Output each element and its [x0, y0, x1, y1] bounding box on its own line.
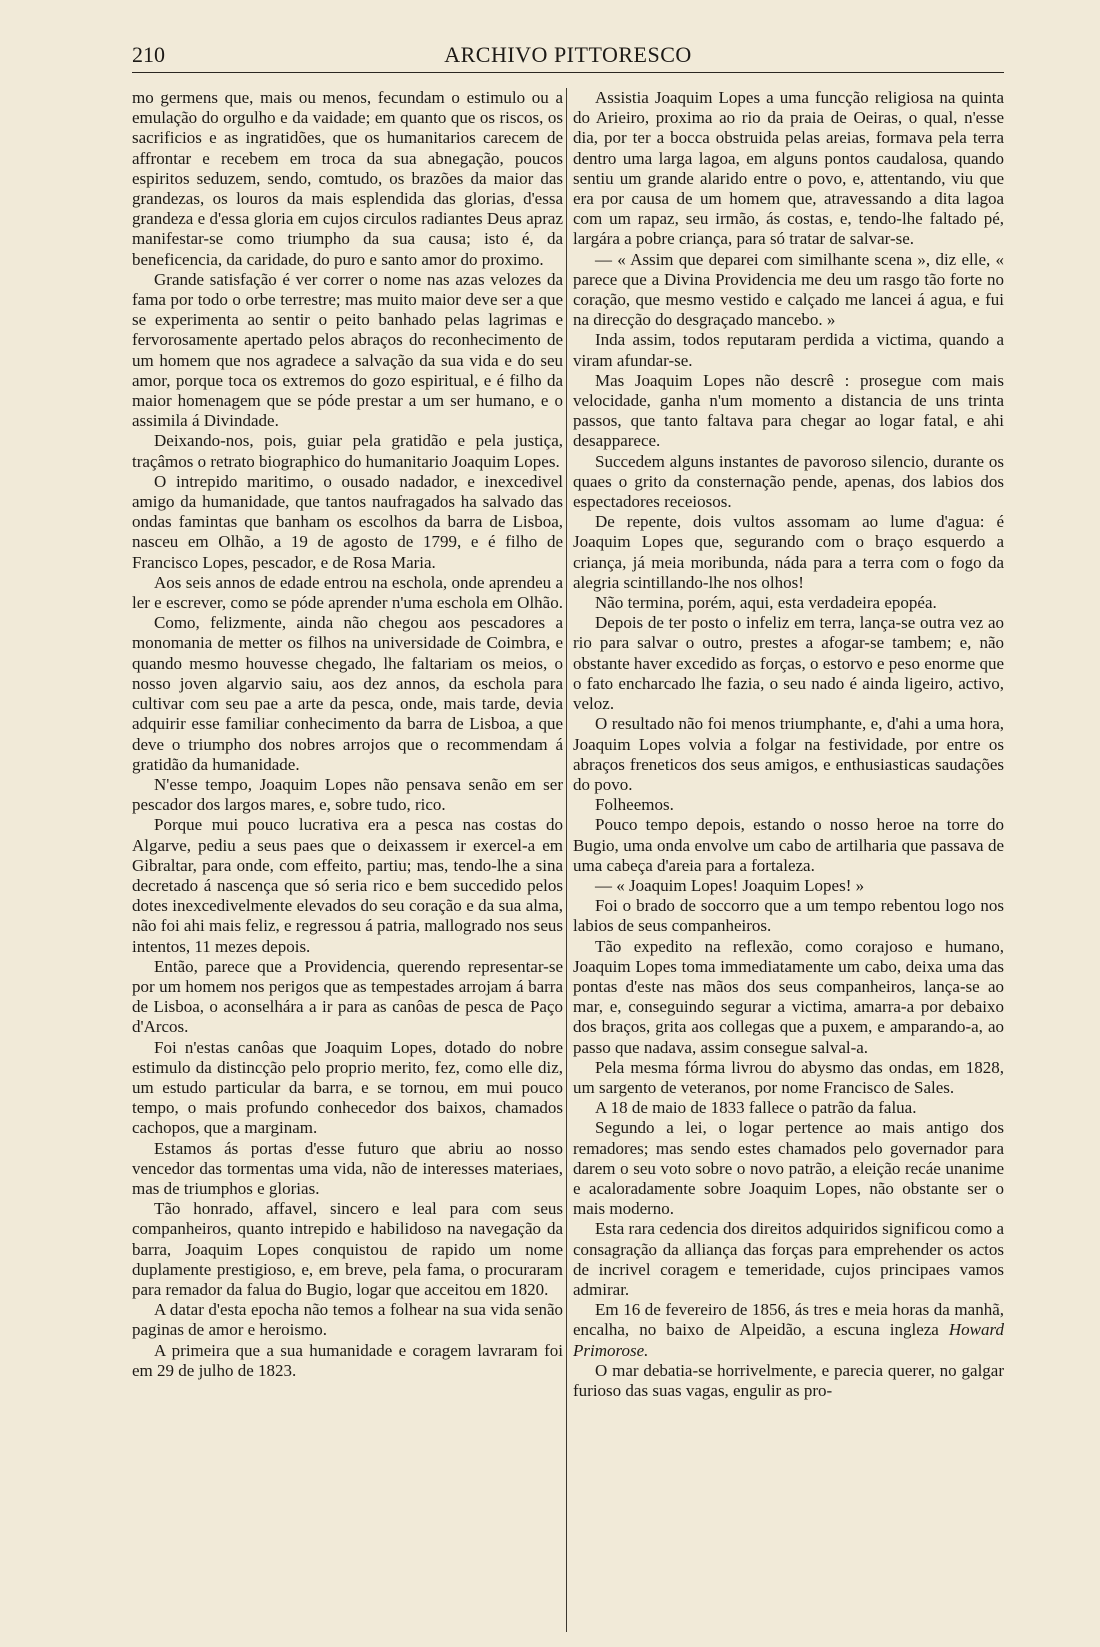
paragraph: O resultado não foi menos triumphante, e, d'ahi a uma hora, Joaquim Lopes volvia a folgar na festividade, por entre os abraços freneticos dos seus amigos, e enthusiasticas saudações do povo.: [573, 714, 1004, 794]
paragraph: Foi o brado de soccorro que a um tempo rebentou logo nos labios de seus companheiros.: [573, 896, 1004, 936]
paragraph: Foi n'estas canôas que Joaquim Lopes, dotado do nobre estimulo da distincção pelo proprio merito, fez, como elle diz, um estudo particular da barra, e se tornou, em mui pouco tempo, o mais profundo conhecedor dos baixos, chamados cachopos, que a marginam.: [132, 1037, 563, 1138]
paragraph: Esta rara cedencia dos direitos adquiridos significou como a consagração da alliança das forças para emprehender os actos de incrivel coragem e temeridade, cujos principaes vamos admirar.: [573, 1219, 1004, 1299]
paragraph: Succedem alguns instantes de pavoroso silencio, durante os quaes o grito da consternação pende, apenas, dos labios dos espectadores receiosos.: [573, 451, 1004, 512]
paragraph-text: Em 16 de fevereiro de 1856, ás tres e meia horas da manhã, encalha, no baixo de Alpeidão, a escuna ingleza: [573, 1300, 1004, 1340]
paragraph: Mas Joaquim Lopes não descrê : prosegue com mais velocidade, ganha n'um momento a distancia de uns trinta passos, que tanto faltava para chegar ao logar fatal, e ahi desapparece.: [573, 370, 1004, 451]
paragraph: De repente, dois vultos assomam ao lume d'agua: é Joaquim Lopes que, segurando com o braço esquerdo a criança, já meia moribunda, náda para a terra com o fogo da alegria scintillando-lhe nos olhos!: [573, 512, 1004, 592]
paragraph: Tão honrado, affavel, sincero e leal para com seus companheiros, quanto intrepido e habilidoso na navegação da barra, Joaquim Lopes conquistou de rapido um nome duplamente prestigioso, e, em breve, pela fama, o procuraram para remador da falua do Bugio, logar que acceitou em 1820.: [132, 1199, 563, 1299]
paragraph: A datar d'esta epocha não temos a folhear na sua vida senão paginas de amor e heroismo.: [132, 1300, 563, 1340]
paragraph: Então, parece que a Providencia, querendo representar-se por um homem nos perigos que as tempestades arrojam á barra de Lisboa, o aconselhára a ir para as canôas de pesca de Paço d'Arcos.: [132, 956, 563, 1037]
paragraph: N'esse tempo, Joaquim Lopes não pensava senão em ser pescador dos largos mares, e, sobre tudo, rico.: [132, 774, 563, 815]
paragraph: O mar debatia-se horrivelmente, e parecia querer, no galgar furioso das suas vagas, engulir as pro-: [573, 1360, 1004, 1400]
paragraph: Grande satisfação é ver correr o nome nas azas velozes da fama por todo o orbe terrestre; mas muito maior deve ser a que se experimenta ao sentir o peito banhado pelas lagrimas e fervorosamente apertado pelos abraços do reconhecimento de um homem que nos agradece a salvação da sua vida e do seu amor, porque toca os extremos do gozo espiritual, e é filho da maior homenagem que se póde prestar a um ser humano, e o assimila á Divindade.: [132, 269, 563, 431]
column-divider: [566, 88, 567, 1632]
paragraph: Aos seis annos de edade entrou na eschola, onde aprendeu a ler e escrever, como se póde aprender n'uma eschola em Olhão.: [132, 572, 563, 613]
paragraph: Não termina, porém, aqui, esta verdadeira epopéa.: [595, 593, 937, 613]
paragraph: — « Joaquim Lopes! Joaquim Lopes! »: [595, 875, 865, 895]
right-column: [573, 88, 1004, 1632]
paragraph: Inda assim, todos reputaram perdida a victima, quando a viram afundar-se.: [573, 330, 1004, 370]
page-header: [132, 38, 1004, 73]
paragraph: A 18 de maio de 1833 fallece o patrão da falua.: [595, 1098, 917, 1118]
page-number: 210: [132, 42, 165, 67]
paragraph: Pela mesma fórma livrou do abysmo das ondas, em 1828, um sargento de veteranos, por nome Francisco de Sales.: [573, 1057, 1004, 1097]
paragraph: Segundo a lei, o logar pertence ao mais antigo dos remadores; mas sendo estes chamados pelo governador para darem o seu voto sobre o novo patrão, a eleição recáe unanime e acaloradamente sobre Joaquim Lopes, não obstante ser o mais moderno.: [573, 1118, 1004, 1219]
paragraph: Pouco tempo depois, estando o nosso heroe na torre do Bugio, uma onda envolve um cabo de artilharia que passava de uma cabeça d'areia para a fortaleza.: [573, 815, 1004, 875]
paragraph: O intrepido maritimo, o ousado nadador, e inexcedivel amigo da humanidade, que tantos naufragados ha salvado das ondas famintas que banham os escolhos da barra de Lisboa, nasceu em Olhão, a 19 de agosto de 1799, e é filho de Francisco Lopes, pescador, e de Rosa Maria.: [132, 471, 563, 572]
paragraph: Tão expedito na reflexão, como corajoso e humano, Joaquim Lopes toma immediatamente um cabo, deixa uma das pontas d'este nas mãos dos seus companheiros, lança-se ao mar, e, conseguindo segurar a victima, amarra-a por debaixo dos braços, grita aos collegas que a puxem, e amparando-a, ao passo que nadava, assim consegue salval-a.: [573, 936, 1004, 1057]
paragraph: Depois de ter posto o infeliz em terra, lança-se outra vez ao rio para salvar o outro, prestes a afogar-se tambem; e, não obstante haver excedido as forças, o estorvo e peso enorme que o fato encharcado lhe fazia, o seu nado é ainda ligeiro, activo, veloz.: [573, 613, 1004, 714]
running-title: ARCHIVO PITTORESCO: [444, 42, 692, 67]
paragraph: Porque mui pouco lucrativa era a pesca nas costas do Algarve, pediu a seus paes que o deixassem ir exercel-a em Gibraltar, para onde, com effeito, partiu; mas, tendo-lhe a sina decretado á nascença que só seria rico e bem succedido pelos dotes inexcedivelmente elevados do seu coração e da sua alma, não foi ahi mais feliz, e regressou á patria, mallogrado nos seus intentos, 11 mezes depois.: [132, 815, 563, 956]
ship-name: Howard Primorose.: [573, 1320, 1004, 1360]
paragraph: [573, 1300, 1004, 1361]
left-column: [132, 88, 563, 1632]
paragraph: A primeira que a sua humanidade e coragem lavraram foi em 29 de julho de 1823.: [132, 1340, 563, 1380]
paragraph: mo germens que, mais ou menos, fecundam o estimulo ou a emulação do orgulho e da vaidade; em quanto que os riscos, os sacrificios e as ingratidões, que os humanitarios carecem de affrontar e recebem em troca da sua abnegação, poucos espiritos seduzem, sendo, comtudo, os brazões da maior das grandezas, os louros da mais esplendida das glorias, d'essa grandeza e d'essa gloria em cujos circulos radiantes Deus apraz manifestar-se como triumpho da sua causa; isto é, da beneficencia, da caridade, do puro e santo amor do proximo.: [132, 88, 563, 269]
paragraph: Como, felizmente, ainda não chegou aos pescadores a monomania de metter os filhos na universidade de Coimbra, e quando mesmo houvesse chegado, lhe faltariam os meios, o nosso joven algarvio saiu, aos dez annos, da eschola para cultivar com seu pae a arte da pesca, onde, mais tarde, devia adquirir esse familiar conhecimento da barra de Lisboa, a que deve o triumpho dos nobres arrojos que o recommendam á gratidão da humanidade.: [132, 613, 563, 774]
paragraph: Deixando-nos, pois, guiar pela gratidão e pela justiça, traçâmos o retrato biographico do humanitario Joaquim Lopes.: [132, 431, 563, 471]
paragraph: Estamos ás portas d'esse futuro que abriu ao nosso vencedor das tormentas uma vida, não de interesses materiaes, mas de triumphos e glorias.: [132, 1138, 563, 1198]
paragraph: Assistia Joaquim Lopes a uma funcção religiosa na quinta do Arieiro, proxima ao rio da praia de Oeiras, o qual, n'esse dia, por ter a bocca obstruida pelas areias, formava pela terra dentro uma larga lagoa, em alguns pontos caudalosa, quando sentiu um grande alarido entre o povo, e, attentando, viu que era por causa de um homem que, atravessando a dita lagoa com um rapaz, seu irmão, ás costas, e, tendo-lhe faltado pé, largára a pobre criança, para só tratar de salvar-se.: [573, 88, 1004, 249]
paragraph: Folheemos.: [595, 795, 674, 815]
paragraph: — « Assim que deparei com similhante scena », diz elle, « parece que a Divina Providencia me deu um rasgo tão forte no coração, que mesmo vestido e calçado me lancei á agua, e fui na direcção do desgraçado mancebo. »: [573, 249, 1004, 330]
